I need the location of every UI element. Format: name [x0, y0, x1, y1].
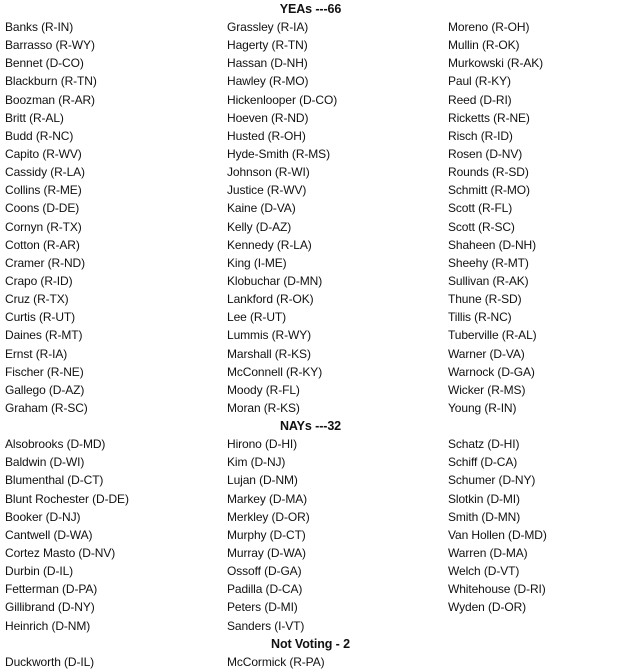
senator-name: Boozman (R-AR): [5, 92, 95, 107]
senator-name: Marshall (R-KS): [227, 346, 311, 361]
senator-name: Lankford (R-OK): [227, 292, 314, 307]
senator-name: Lummis (R-WY): [227, 328, 312, 343]
senator-name: Reed (D-RI): [448, 92, 512, 107]
senator-name: Schiff (D-CA): [448, 455, 518, 470]
senator-name: Coons (D-DE): [5, 201, 80, 216]
yeas-header: YEAs ---66: [279, 2, 342, 16]
yeas-name-grid: [0, 18, 621, 417]
senator-name: Capito (R-WV): [5, 146, 82, 161]
senator-name: Barrasso (R-WY): [5, 38, 95, 53]
senator-name: Collins (R-ME): [5, 183, 82, 198]
senator-name: Kelly (D-AZ): [227, 219, 292, 234]
senator-name: Duckworth (D-IL): [5, 654, 95, 669]
senator-name: Tuberville (R-AL): [448, 328, 537, 343]
senator-name: Sanders (I-VT): [227, 618, 305, 633]
senator-name: Peters (D-MI): [227, 600, 298, 615]
nays-name-grid: [0, 435, 621, 635]
senator-name: Schumer (D-NY): [448, 473, 536, 488]
name-column: [0, 435, 227, 635]
senator-name: Sullivan (R-AK): [448, 273, 529, 288]
nays-section: [0, 417, 621, 635]
name-column: [0, 18, 227, 417]
senator-name: Van Hollen (D-MD): [448, 527, 547, 542]
senator-name: Lee (R-UT): [227, 310, 287, 325]
senator-name: Cassidy (R-LA): [5, 165, 85, 180]
name-column: [448, 435, 621, 635]
senator-name: Cantwell (D-WA): [5, 527, 93, 542]
senator-name: Booker (D-NJ): [5, 509, 81, 524]
senator-name: Cotton (R-AR): [5, 237, 80, 252]
senator-name: Lujan (D-NM): [227, 473, 298, 488]
senator-name: Padilla (D-CA): [227, 582, 303, 597]
not-voting-header: Not Voting - 2: [271, 636, 350, 651]
senator-name: Wyden (D-OR): [448, 600, 527, 615]
senator-name: Gillibrand (D-NY): [5, 600, 95, 615]
senator-name: Welch (D-VT): [448, 564, 520, 579]
senator-name: Hassan (D-NH): [227, 56, 308, 71]
senator-name: Murkowski (R-AK): [448, 56, 544, 71]
senator-name: Schmitt (R-MO): [448, 183, 530, 198]
senator-name: Cruz (R-TX): [5, 292, 69, 307]
senator-name: Paul (R-KY): [448, 74, 511, 89]
senator-name: Hickenlooper (D-CO): [227, 92, 338, 107]
senator-name: Kim (D-NJ): [227, 455, 286, 470]
senator-name: Alsobrooks (D-MD): [5, 437, 106, 452]
senator-name: Thune (R-SD): [448, 292, 522, 307]
senator-name: Mullin (R-OK): [448, 38, 520, 53]
senator-name: Scott (R-FL): [448, 201, 513, 216]
senator-name: Gallego (D-AZ): [5, 382, 85, 397]
senator-name: Moreno (R-OH): [448, 20, 530, 34]
not-voting-section: [0, 635, 621, 671]
name-column: [0, 653, 227, 671]
senator-name: Warren (D-MA): [448, 545, 528, 560]
senator-name: Husted (R-OH): [227, 128, 306, 143]
senator-name: Blackburn (R-TN): [5, 74, 97, 89]
senator-name: Slotkin (D-MI): [448, 491, 520, 506]
senator-name: Scott (R-SC): [448, 219, 515, 234]
name-column: [448, 18, 621, 417]
senator-name: McCormick (R-PA): [227, 654, 325, 669]
senator-name: Heinrich (D-NM): [5, 618, 91, 633]
senator-name: Rosen (D-NV): [448, 146, 523, 161]
senator-name: Hawley (R-MO): [227, 74, 309, 89]
senator-name: Budd (R-NC): [5, 128, 74, 143]
senator-name: Graham (R-SC): [5, 400, 88, 415]
senator-name: Baldwin (D-WI): [5, 455, 85, 470]
senator-name: Warnock (D-GA): [448, 364, 535, 379]
senator-name: Young (R-IN): [448, 400, 517, 415]
senator-name: Curtis (R-UT): [5, 310, 76, 325]
senator-name: Sheehy (R-MT): [448, 255, 529, 270]
senator-name: Fetterman (D-PA): [5, 582, 98, 597]
senator-name: Klobuchar (D-MN): [227, 273, 323, 288]
senator-name: Murphy (D-CT): [227, 527, 306, 542]
name-column: [227, 653, 448, 671]
senator-name: Kennedy (R-LA): [227, 237, 312, 252]
senator-name: Moran (R-KS): [227, 400, 300, 415]
senator-name: Blumenthal (D-CT): [5, 473, 104, 488]
senator-name: Whitehouse (D-RI): [448, 582, 546, 597]
senator-name: McConnell (R-KY): [227, 364, 323, 379]
senator-name: Durbin (D-IL): [5, 564, 74, 579]
senator-name: Rounds (R-SD): [448, 165, 529, 180]
senator-name: Crapo (R-ID): [5, 273, 73, 288]
senator-name: Kaine (D-VA): [227, 201, 296, 216]
senator-name: Murray (D-WA): [227, 545, 306, 560]
senator-name: Blunt Rochester (D-DE): [5, 491, 129, 506]
senator-name: Risch (R-ID): [448, 128, 513, 143]
name-column: [227, 18, 448, 417]
senator-name: Tillis (R-NC): [448, 310, 512, 325]
senator-name: Moody (R-FL): [227, 382, 300, 397]
senator-name: Cortez Masto (D-NV): [5, 545, 116, 560]
senator-name: Justice (R-WV): [227, 183, 307, 198]
senator-name: Warner (D-VA): [448, 346, 525, 361]
senator-name: Johnson (R-WI): [227, 165, 310, 180]
nays-header: NAYs ---32: [279, 419, 342, 434]
senator-name: Hirono (D-HI): [227, 437, 298, 452]
senator-name: Smith (D-MN): [448, 509, 521, 524]
senator-name: Hyde-Smith (R-MS): [227, 146, 330, 161]
senator-name: Cramer (R-ND): [5, 255, 86, 270]
senator-name: Hoeven (R-ND): [227, 110, 309, 125]
senator-name: Banks (R-IN): [5, 20, 74, 34]
not-voting-name-grid: [0, 653, 621, 671]
senator-name: Hagerty (R-TN): [227, 38, 308, 53]
senator-name: Ricketts (R-NE): [448, 110, 530, 125]
name-column: [227, 435, 448, 635]
senator-name: King (I-ME): [227, 255, 287, 270]
senator-name: Schatz (D-HI): [448, 437, 520, 452]
name-column: [448, 653, 621, 671]
senator-name: Ernst (R-IA): [5, 346, 68, 361]
senator-name: Grassley (R-IA): [227, 20, 309, 34]
senator-name: Bennet (D-CO): [5, 56, 84, 71]
senator-name: Ossoff (D-GA): [227, 564, 302, 579]
senator-name: Markey (D-MA): [227, 491, 308, 506]
senator-name: Shaheen (D-NH): [448, 237, 536, 252]
senator-name: Daines (R-MT): [5, 328, 83, 343]
senator-name: Wicker (R-MS): [448, 382, 526, 397]
senator-name: Merkley (D-OR): [227, 509, 310, 524]
senator-name: Cornyn (R-TX): [5, 219, 82, 234]
senator-name: Fischer (R-NE): [5, 364, 84, 379]
senator-name: Britt (R-AL): [5, 110, 64, 125]
